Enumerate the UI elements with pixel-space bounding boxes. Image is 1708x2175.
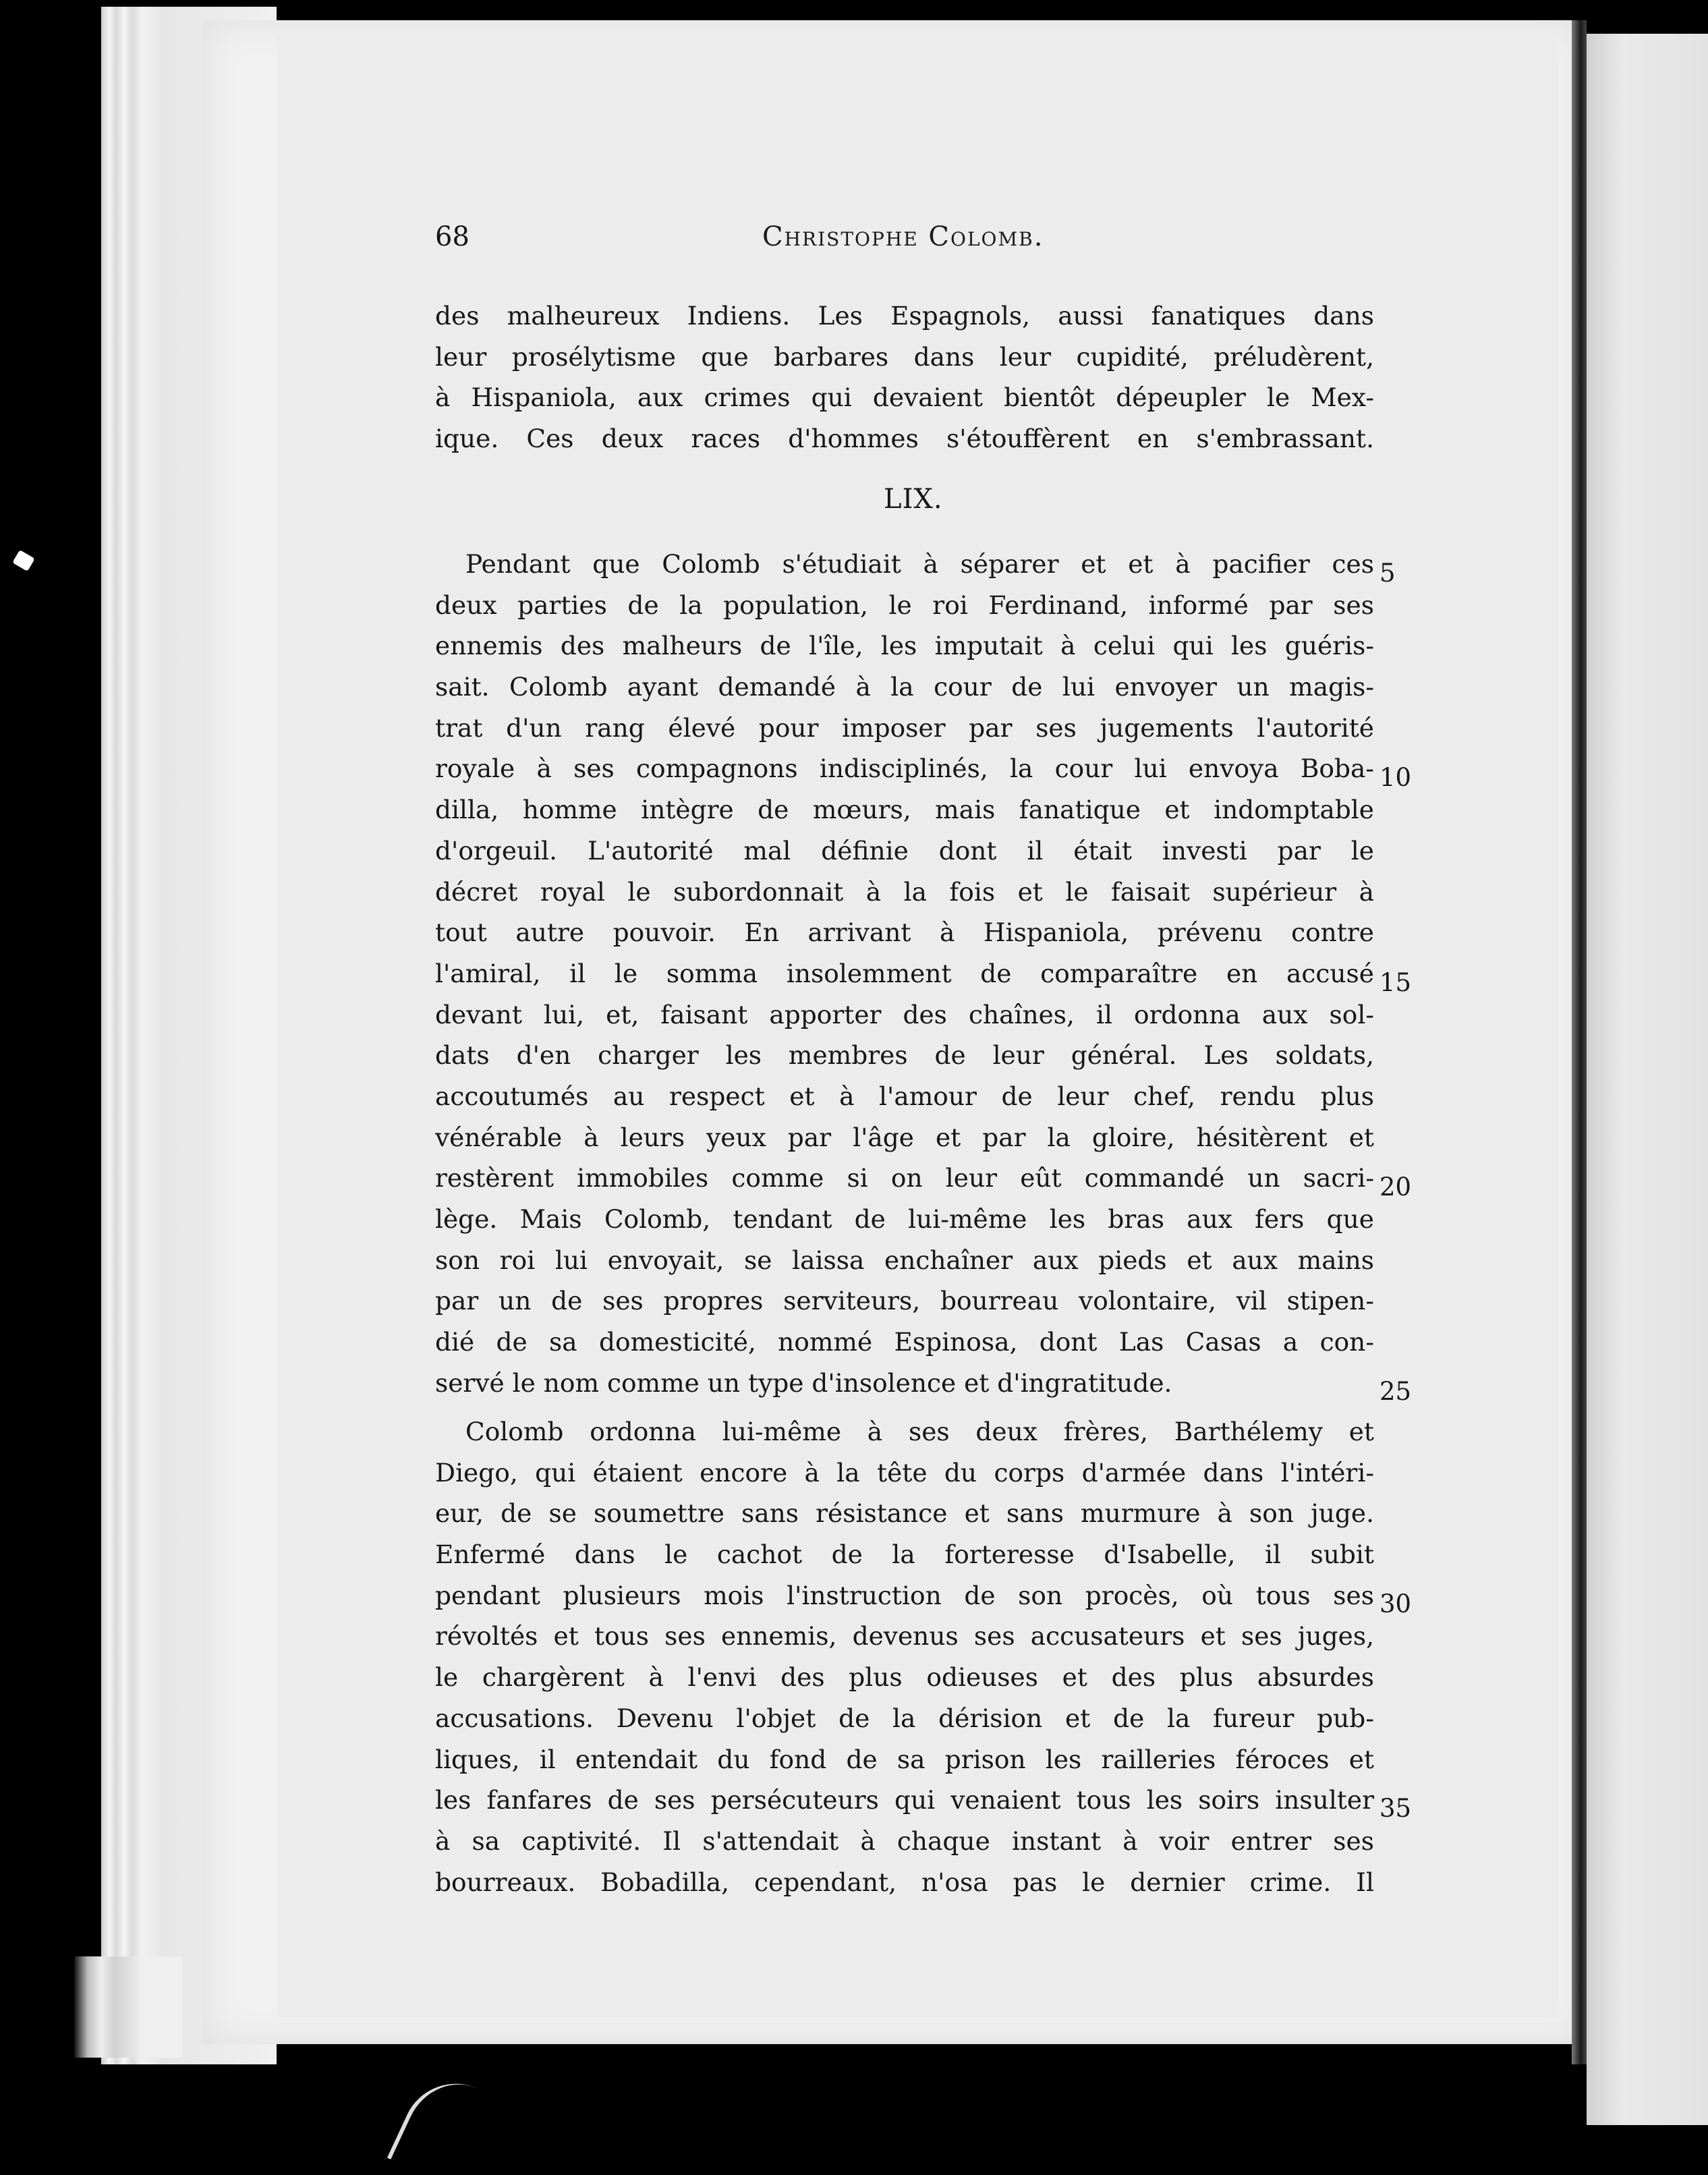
line-number: 15 xyxy=(1379,968,1412,997)
book-gutter xyxy=(1572,20,1587,2064)
text-line: servé le nom comme un type d'insolence et d'ingratitude. xyxy=(435,1367,1172,1398)
text-line: dats d'en charger les membres de leur général. Les soldats, xyxy=(435,1040,1374,1071)
page-stack-bottom xyxy=(74,1956,182,2058)
text-line: ique. Ces deux races d'hommes s'étouffèrent en s'embrassant. xyxy=(435,424,1374,454)
paragraph-1 xyxy=(435,295,1374,459)
facing-page-edge xyxy=(1587,34,1708,2125)
line-number: 20 xyxy=(1379,1173,1412,1202)
text-line: devant lui, et, faisant apporter des chaînes, il ordonna aux sol- xyxy=(435,999,1374,1029)
text-line: les fanfares de ses persécuteurs qui venaient tous les soirs insulter xyxy=(435,1785,1374,1815)
text-line: accusations. Devenu l'objet de la dérision et de la fureur pub- xyxy=(435,1703,1374,1733)
paragraph-2 xyxy=(435,544,1374,1403)
text-line: trat d'un rang élevé pour imposer par ses jugements l'autorité xyxy=(435,712,1374,743)
text-line: l'amiral, il le somma insolemment de comparaître en accusé xyxy=(435,958,1374,988)
paragraph-3 xyxy=(435,1411,1374,1902)
text-line: pendant plusieurs mois l'instruction de son procès, où tous ses xyxy=(435,1580,1374,1610)
scan-artifact xyxy=(12,550,35,571)
text-line: bourreaux. Bobadilla, cependant, n'osa pas le dernier crime. Il xyxy=(435,1867,1374,1897)
running-title: Christophe Colomb. xyxy=(762,221,1044,252)
text-line: vénérable à leurs yeux par l'âge et par la gloire, hésitèrent et xyxy=(435,1122,1374,1152)
text-line: son roi lui envoyait, se laissa enchaîner aux pieds et aux mains xyxy=(435,1245,1374,1275)
text-line: révoltés et tous ses ennemis, devenus ses accusateurs et ses juges, xyxy=(435,1621,1374,1651)
text-line: lège. Mais Colomb, tendant de lui-même les bras aux fers que xyxy=(435,1204,1374,1234)
text-line: d'orgeuil. L'autorité mal définie dont il était investi par le xyxy=(435,835,1374,866)
text-line: à Hispaniola, aux crimes qui devaient bientôt dépeupler le Mex- xyxy=(435,383,1374,413)
text-line: restèrent immobiles comme si on leur eût commandé un sacri- xyxy=(435,1163,1374,1193)
text-line: liques, il entendait du fond de sa prison les railleries féroces et xyxy=(435,1744,1374,1774)
text-line: dié de sa domesticité, nommé Espinosa, dont Las Casas a con- xyxy=(435,1327,1374,1357)
page-number: 68 xyxy=(435,221,469,252)
text-line: accoutumés au respect et à l'amour de leur chef, rendu plus xyxy=(435,1081,1374,1111)
running-header xyxy=(435,221,1379,255)
text-line: Diego, qui étaient encore à la tête du corps d'armée dans l'intéri- xyxy=(435,1457,1374,1488)
text-line: deux parties de la population, le roi Ferdinand, informé par ses xyxy=(435,590,1374,620)
section-heading: LIX. xyxy=(884,484,943,515)
text-line: Enfermé dans le cachot de la forteresse d'Isabelle, il subit xyxy=(435,1540,1374,1570)
text-line: leur prosélytisme que barbares dans leur cupidité, préludèrent, xyxy=(435,341,1374,372)
text-line: Colomb ordonna lui-même à ses deux frères, Barthélemy et xyxy=(465,1417,1374,1446)
line-number: 10 xyxy=(1379,763,1412,792)
text-line: royale à ses compagnons indisciplinés, la cour lui envoya Boba- xyxy=(435,754,1374,784)
line-number: 5 xyxy=(1379,559,1396,588)
text-line: sait. Colomb ayant demandé à la cour de lui envoyer un magis- xyxy=(435,672,1374,702)
line-number: 30 xyxy=(1379,1589,1412,1618)
line-number: 25 xyxy=(1379,1377,1412,1406)
text-line: ennemis des malheurs de l'île, les imputait à celui qui les guéris- xyxy=(435,631,1374,661)
text-line: tout autre pouvoir. En arrivant à Hispaniola, prévenu contre xyxy=(435,917,1374,948)
text-line: Pendant que Colomb s'étudiait à séparer et et à pacifier ces xyxy=(465,549,1374,579)
scan-artifact-curve xyxy=(387,2066,501,2175)
text-line: par un de ses propres serviteurs, bourreau volontaire, vil stipen- xyxy=(435,1286,1374,1316)
text-line: à sa captivité. Il s'attendait à chaque instant à voir entrer ses xyxy=(435,1826,1374,1856)
text-line: eur, de se soumettre sans résistance et sans murmure à son juge. xyxy=(435,1498,1374,1529)
text-line: des malheureux Indiens. Les Espagnols, aussi fanatiques dans xyxy=(435,301,1374,331)
text-line: le chargèrent à l'envi des plus odieuses et des plus absurdes xyxy=(435,1662,1374,1693)
line-number: 35 xyxy=(1379,1794,1412,1823)
text-line: dilla, homme intègre de mœurs, mais fanatique et indomptable xyxy=(435,795,1374,825)
text-line: décret royal le subordonnait à la fois et le faisait supérieur à xyxy=(435,876,1374,907)
